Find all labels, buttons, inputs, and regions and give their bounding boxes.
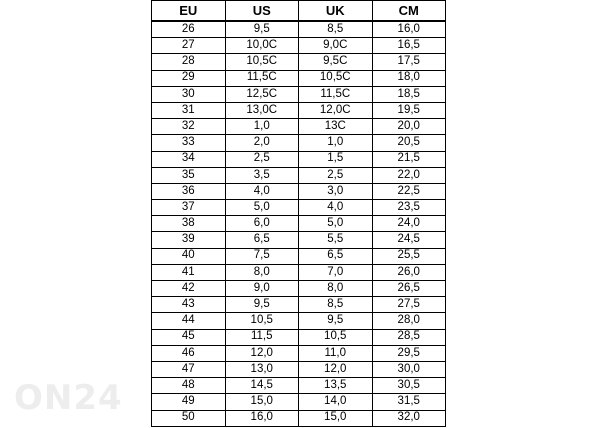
cell-cm: 32,0: [372, 410, 446, 426]
cell-us: 15,0: [225, 394, 299, 410]
cell-cm: 20,5: [372, 135, 446, 151]
size-chart-body: [152, 21, 446, 426]
cell-cm: 26,0: [372, 264, 446, 280]
cell-uk: 3,0: [299, 183, 373, 199]
table-row: [152, 119, 446, 135]
cell-uk: 8,0: [299, 281, 373, 297]
cell-uk: 10,5: [299, 329, 373, 345]
cell-cm: 24,0: [372, 216, 446, 232]
cell-uk: 8,5: [299, 297, 373, 313]
cell-eu: 26: [152, 21, 226, 38]
table-row: [152, 38, 446, 54]
cell-us: 10,5: [225, 313, 299, 329]
header-us: US: [225, 1, 299, 22]
table-row: [152, 361, 446, 377]
cell-us: 6,5: [225, 232, 299, 248]
cell-us: 11,5C: [225, 70, 299, 86]
cell-eu: 39: [152, 232, 226, 248]
cell-uk: 10,5C: [299, 70, 373, 86]
cell-uk: 6,5: [299, 248, 373, 264]
cell-cm: 29,5: [372, 345, 446, 361]
cell-eu: 29: [152, 70, 226, 86]
cell-cm: 30,5: [372, 378, 446, 394]
cell-cm: 28,5: [372, 329, 446, 345]
cell-uk: 15,0: [299, 410, 373, 426]
cell-uk: 5,0: [299, 216, 373, 232]
cell-eu: 32: [152, 119, 226, 135]
cell-cm: 23,5: [372, 200, 446, 216]
cell-us: 9,5: [225, 297, 299, 313]
table-row: [152, 313, 446, 329]
header-uk: UK: [299, 1, 373, 22]
table-row: [152, 167, 446, 183]
cell-eu: 31: [152, 102, 226, 118]
header-cm: CM: [372, 1, 446, 22]
table-row: [152, 135, 446, 151]
table-row: [152, 200, 446, 216]
cell-cm: 25,5: [372, 248, 446, 264]
cell-uk: 11,0: [299, 345, 373, 361]
cell-us: 11,5: [225, 329, 299, 345]
table-row: [152, 183, 446, 199]
cell-us: 10,0C: [225, 38, 299, 54]
cell-eu: 47: [152, 361, 226, 377]
cell-eu: 43: [152, 297, 226, 313]
table-row: [152, 102, 446, 118]
cell-uk: 13C: [299, 119, 373, 135]
table-row: [152, 264, 446, 280]
cell-eu: 30: [152, 86, 226, 102]
cell-cm: 21,5: [372, 151, 446, 167]
table-row: [152, 329, 446, 345]
cell-us: 4,0: [225, 183, 299, 199]
cell-us: 2,5: [225, 151, 299, 167]
cell-eu: 45: [152, 329, 226, 345]
cell-cm: 22,5: [372, 183, 446, 199]
cell-cm: 18,5: [372, 86, 446, 102]
cell-us: 9,0: [225, 281, 299, 297]
cell-uk: 4,0: [299, 200, 373, 216]
cell-cm: 17,5: [372, 54, 446, 70]
cell-uk: 8,5: [299, 21, 373, 38]
cell-uk: 2,5: [299, 167, 373, 183]
cell-us: 1,0: [225, 119, 299, 135]
table-row: [152, 54, 446, 70]
cell-us: 16,0: [225, 410, 299, 426]
cell-cm: 18,0: [372, 70, 446, 86]
cell-us: 2,0: [225, 135, 299, 151]
cell-cm: 16,5: [372, 38, 446, 54]
table-row: [152, 70, 446, 86]
cell-eu: 42: [152, 281, 226, 297]
cell-eu: 49: [152, 394, 226, 410]
cell-eu: 46: [152, 345, 226, 361]
table-row: [152, 378, 446, 394]
cell-us: 3,5: [225, 167, 299, 183]
cell-uk: 7,0: [299, 264, 373, 280]
cell-uk: 9,5C: [299, 54, 373, 70]
cell-uk: 9,5: [299, 313, 373, 329]
cell-uk: 11,5C: [299, 86, 373, 102]
cell-eu: 33: [152, 135, 226, 151]
cell-us: 10,5C: [225, 54, 299, 70]
cell-eu: 27: [152, 38, 226, 54]
cell-cm: 19,5: [372, 102, 446, 118]
cell-eu: 37: [152, 200, 226, 216]
cell-uk: 9,0C: [299, 38, 373, 54]
table-row: [152, 86, 446, 102]
cell-cm: 24,5: [372, 232, 446, 248]
cell-cm: 16,0: [372, 21, 446, 38]
cell-cm: 20,0: [372, 119, 446, 135]
cell-uk: 13,5: [299, 378, 373, 394]
size-chart-table: [151, 0, 446, 427]
table-row: [152, 345, 446, 361]
cell-us: 13,0: [225, 361, 299, 377]
cell-uk: 12,0: [299, 361, 373, 377]
cell-us: 8,0: [225, 264, 299, 280]
cell-us: 12,0: [225, 345, 299, 361]
cell-eu: 41: [152, 264, 226, 280]
table-row: [152, 151, 446, 167]
table-row: [152, 394, 446, 410]
cell-eu: 38: [152, 216, 226, 232]
cell-us: 12,5C: [225, 86, 299, 102]
table-row: [152, 281, 446, 297]
cell-eu: 50: [152, 410, 226, 426]
cell-uk: 14,0: [299, 394, 373, 410]
cell-uk: 1,0: [299, 135, 373, 151]
cell-cm: 27,5: [372, 297, 446, 313]
table-row: [152, 21, 446, 38]
cell-eu: 28: [152, 54, 226, 70]
on24-watermark-logo: ON24: [14, 378, 123, 418]
cell-eu: 48: [152, 378, 226, 394]
cell-eu: 35: [152, 167, 226, 183]
cell-eu: 40: [152, 248, 226, 264]
table-row: [152, 297, 446, 313]
cell-cm: 26,5: [372, 281, 446, 297]
cell-eu: 34: [152, 151, 226, 167]
table-row: [152, 248, 446, 264]
header-eu: EU: [152, 1, 226, 22]
cell-cm: 31,5: [372, 394, 446, 410]
cell-uk: 1,5: [299, 151, 373, 167]
cell-cm: 28,0: [372, 313, 446, 329]
cell-us: 9,5: [225, 21, 299, 38]
cell-us: 6,0: [225, 216, 299, 232]
cell-uk: 12,0C: [299, 102, 373, 118]
header-row: [152, 1, 446, 22]
cell-eu: 44: [152, 313, 226, 329]
cell-us: 13,0C: [225, 102, 299, 118]
size-chart-header: [152, 1, 446, 22]
cell-us: 14,5: [225, 378, 299, 394]
cell-us: 7,5: [225, 248, 299, 264]
table-row: [152, 410, 446, 426]
table-row: [152, 216, 446, 232]
cell-eu: 36: [152, 183, 226, 199]
cell-cm: 30,0: [372, 361, 446, 377]
cell-us: 5,0: [225, 200, 299, 216]
table-row: [152, 232, 446, 248]
cell-cm: 22,0: [372, 167, 446, 183]
cell-uk: 5,5: [299, 232, 373, 248]
